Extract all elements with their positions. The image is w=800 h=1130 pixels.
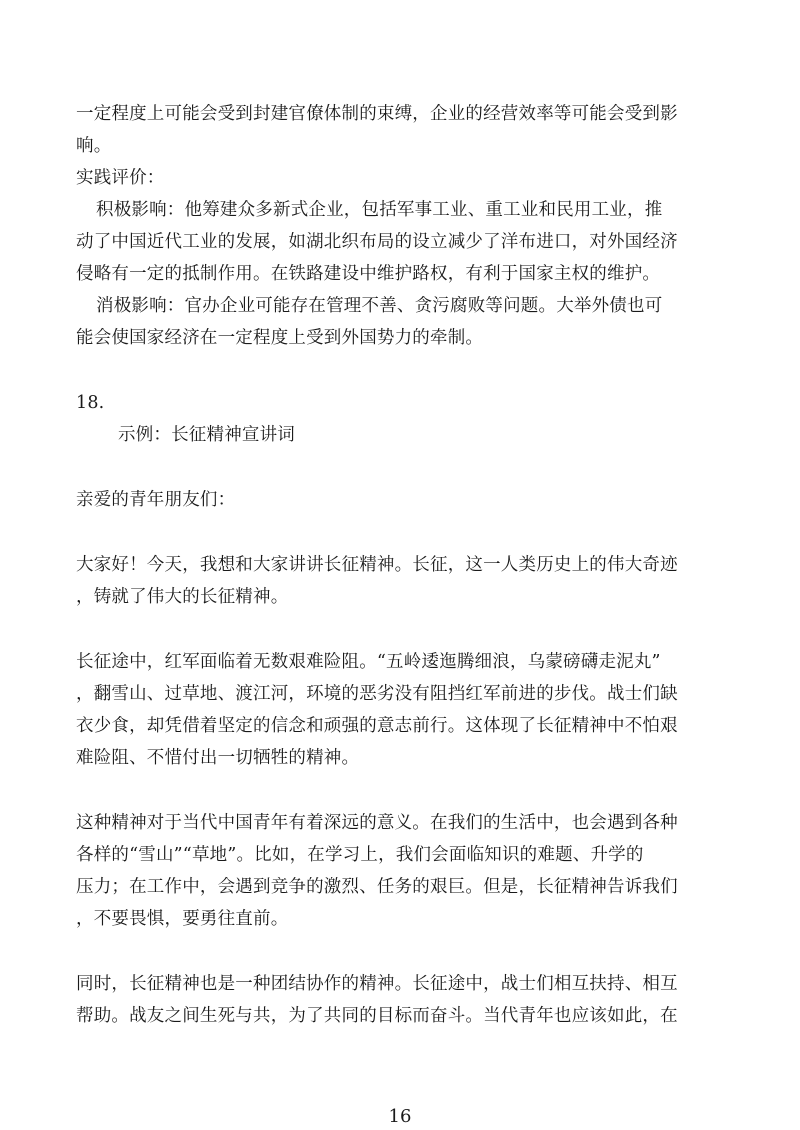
text-line-negative-impact: 消极影响：官办企业可能存在管理不善、贪污腐败等问题。大举外债也可: [96, 296, 663, 316]
page-number: 16: [388, 1106, 412, 1127]
text-line: 同时，长征精神也是一种团结协作的精神。长征途中，战士们相互扶持、相互: [76, 974, 678, 994]
text-line: 一定程度上可能会受到封建官僚体制的束缚，企业的经营效率等可能会受到影: [76, 104, 678, 124]
text-line-positive-impact: 积极影响：他筹建众多新式企业，包括军事工业、重工业和民用工业，推: [96, 200, 663, 220]
question-number: 18.: [76, 393, 105, 413]
text-line: ，翻雪山、过草地、渡江河，环境的恶劣没有阻挡红军前进的步伐。战士们缺: [76, 684, 678, 704]
salutation: 亲爱的青年朋友们：: [76, 490, 236, 510]
text-line: 侵略有一定的抵制作用。在铁路建设中维护路权，有利于国家主权的维护。: [76, 264, 661, 284]
text-line: 长征途中，红军面临着无数艰难险阻。“五岭逶迤腾细浪，乌蒙磅礴走泥丸”: [76, 652, 661, 672]
text-line: 大家好！今天，我想和大家讲讲长征精神。长征，这一人类历史上的伟大奇迹: [76, 555, 678, 575]
text-line: 响。: [76, 136, 112, 156]
text-line: 帮助。战友之间生死与共，为了共同的目标而奋斗。当代青年也应该如此，在: [76, 1006, 678, 1026]
section-heading-practice-evaluation: 实践评价：: [76, 168, 165, 188]
example-title: 示例：长征精神宣讲词: [118, 425, 295, 445]
text-line: 衣少食，却凭借着坚定的信念和顽强的意志前行。这体现了长征精神中不怕艰: [76, 716, 678, 736]
text-line: 动了中国近代工业的发展，如湖北织布局的设立减少了洋布进口，对外国经济: [76, 232, 678, 252]
text-line: 这种精神对于当代中国青年有着深远的意义。在我们的生活中，也会遇到各种: [76, 813, 678, 833]
text-line: 能会使国家经济在一定程度上受到外国势力的牵制。: [76, 328, 484, 348]
text-line: 难险阻、不惜付出一切牺牲的精神。: [76, 748, 360, 768]
text-line: ，铸就了伟大的长征精神。: [76, 587, 289, 607]
text-line: 压力；在工作中，会遇到竞争的激烈、任务的艰巨。但是，长征精神告诉我们: [76, 877, 678, 897]
text-line: ，不要畏惧，要勇往直前。: [76, 909, 289, 929]
text-line: 各样的“雪山”“草地”。比如，在学习上，我们会面临知识的难题、升学的: [76, 845, 644, 865]
